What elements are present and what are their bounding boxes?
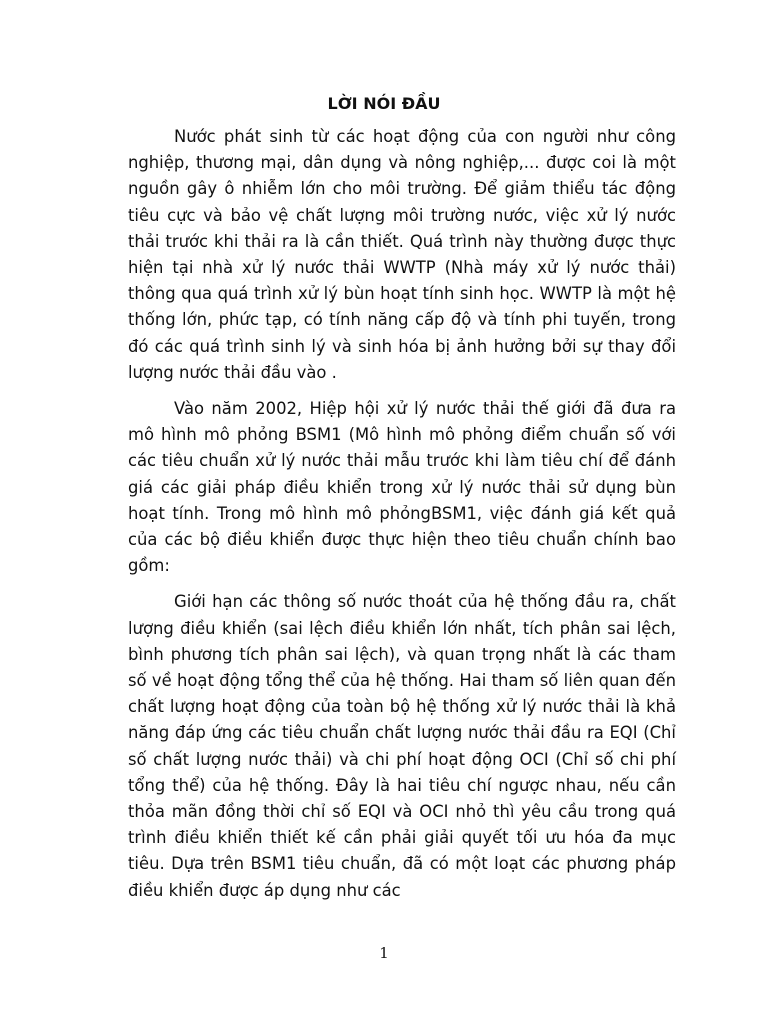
paragraph-1: Nước phát sinh từ các hoạt động của con người như công nghiệp, thương mại, dân dụng và nông nghiệp,... được coi là một nguồn gây ô nhiễm lớn cho môi trường. Để giảm thiểu tác động tiêu cực và bảo vệ chất lượng môi trường nước, việc xử lý nước thải trước khi thải ra là cần thiết. Quá trình này thường được thực hiện tại nhà xử lý nước thải WWTP (Nhà máy xử lý nước thải) thông qua quá trình xử lý bùn hoạt tính sinh học. WWTP là một hệ thống lớn, phức tạp, có tính năng cấp độ và tính phi tuyến, trong đó các quá trình sinh lý và sinh hóa bị ảnh hưởng bởi sự thay đổi lượng nước thải đầu vào . [128, 127, 676, 382]
page-title: LỜI NÓI ĐẦU [327, 94, 441, 113]
paragraph-3: Giới hạn các thông số nước thoát của hệ thống đầu ra, chất lượng điều khiển (sai lệch điều khiển lớn nhất, tích phân sai lệch, bình phương tích phân sai lệch), và quan trọng nhất là các tham số về hoạt động tổng thể của hệ thống. Hai tham số liên quan đến chất lượng hoạt động của toàn bộ hệ thống xử lý nước thải là khả năng đáp ứng các tiêu chuẩn chất lượng nước thải đầu ra EQI (Chỉ số chất lượng nước thải) và chi phí hoạt động OCI (Chỉ số chi phí tổng thể) của hệ thống. Đây là hai tiêu chí ngược nhau, nếu cần thỏa mãn đồng thời chỉ số EQI và OCI nhỏ thì yêu cầu trong quá trình điều khiển thiết kế cần phải giải quyết tối ưu hóa đa mục tiêu. Dựa trên BSM1 tiêu chuẩn, đã có một loạt các phương pháp điều khiển được áp dụng như các [128, 592, 676, 900]
body-text [128, 124, 676, 914]
page-number: 1 [379, 944, 389, 962]
paragraph-2: Vào năm 2002, Hiệp hội xử lý nước thải thế giới đã đưa ra mô hình mô phỏng BSM1 (Mô hình mô phỏng điểm chuẩn số với các tiêu chuẩn xử lý nước thải mẫu trước khi làm tiêu chí để đánh giá các giải pháp điều khiển trong xử lý nước thải sử dụng bùn hoạt tính. Trong mô hình mô phỏngBSM1, việc đánh giá kết quả của các bộ điều khiển được thực hiện theo tiêu chuẩn chính bao gồm: [128, 399, 676, 576]
